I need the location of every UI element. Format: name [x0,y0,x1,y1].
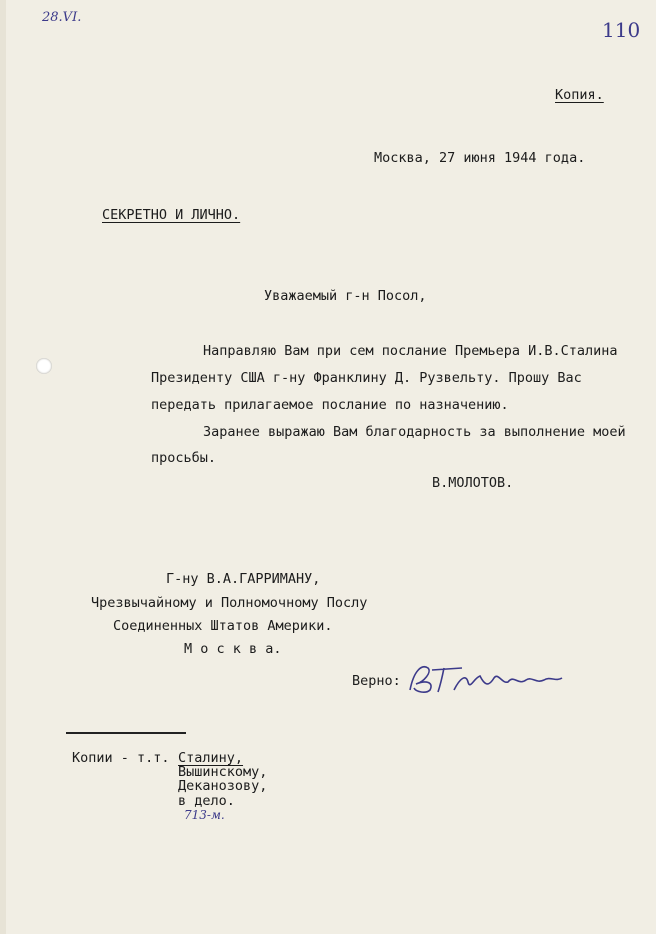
salutation: Уважаемый г-н Посол, [264,288,427,304]
copy-recipient: Вышинскому, [178,764,268,780]
addressee-line: Г-ну В.А.ГАРРИМАНУ, [166,571,321,587]
verification-label: Верно: [352,673,401,689]
addressee-line: Чрезвычайному и Полномочному Послу [91,595,368,611]
body-line: Заранее выражаю Вам благодарность за выполнение моей [203,424,626,440]
copy-recipient: Деканозову, [178,778,268,794]
file-mark-note: 713-м. [184,808,225,822]
body-line: просьбы. [151,450,217,466]
margin-date-note: 28.VI. [42,10,82,25]
copy-label: Копия. [555,87,604,103]
signature-name: В.МОЛОТОВ. [432,475,514,491]
body-line: передать прилагаемое послание по назначению. [151,397,509,413]
place-date: Москва, 27 июня 1944 года. [374,150,586,166]
copies-label: Копии - т.т. [72,750,170,766]
addressee-line: Соединенных Штатов Америки. [113,618,333,634]
separator-rule [66,732,186,734]
body-line: Президенту США г-ну Франклину Д. Рузвельту. Прошу Вас [151,370,582,386]
addressee-line: М о с к в а. [184,641,282,657]
page-number-note: 110 [602,18,641,42]
copy-recipient: в дело. [178,793,235,809]
classification-mark: СЕКРЕТНО И ЛИЧНО. [102,207,241,223]
body-line: Направляю Вам при сем послание Премьера И.В.Сталина [203,343,618,359]
handwritten-signature [404,660,574,700]
punch-hole [36,358,52,374]
copy-recipient: Сталину, [178,750,244,766]
